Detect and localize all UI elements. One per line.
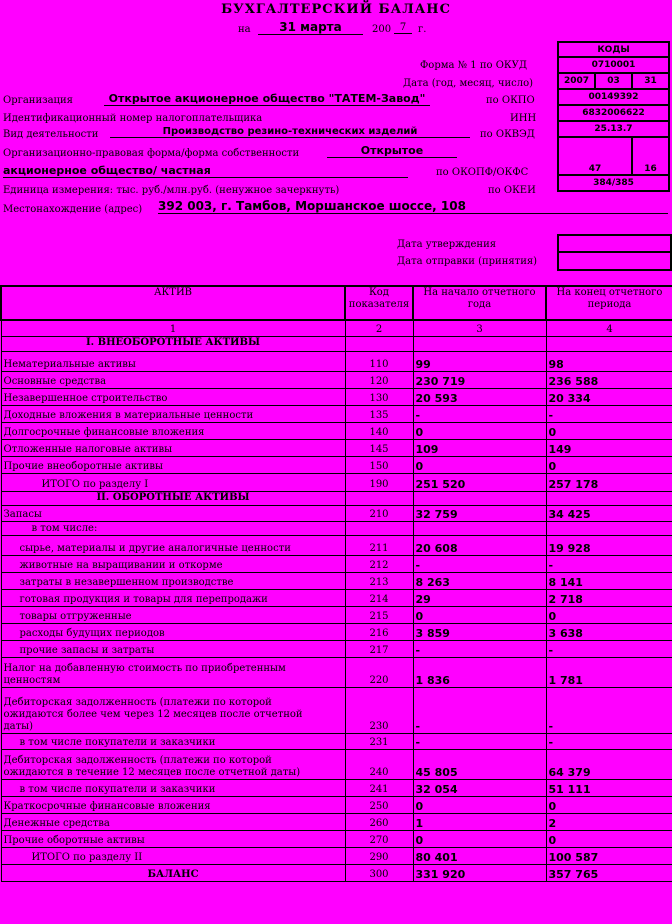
col-num-1: 1 bbox=[1, 320, 345, 336]
activity-label: Вид деятельности bbox=[3, 129, 99, 140]
col-start-header: На начало отчетного года bbox=[413, 286, 546, 320]
row-code: 150 bbox=[345, 456, 413, 473]
zapasy-end: 34 425 bbox=[546, 505, 672, 521]
row-code: 110 bbox=[345, 351, 413, 371]
table-row bbox=[1, 572, 672, 589]
table-row bbox=[1, 555, 672, 572]
form-label: Форма № 1 по ОКУД bbox=[420, 60, 527, 71]
page-title: БУХГАЛТЕРСКИЙ БАЛАНС bbox=[221, 2, 451, 17]
zapasy-start: 32 759 bbox=[413, 505, 546, 521]
balance-end: 357 765 bbox=[546, 864, 672, 881]
table-row bbox=[1, 535, 672, 555]
row-end-value: - bbox=[546, 640, 672, 657]
row-label: затраты в незавершенном производстве bbox=[1, 572, 345, 589]
row-start-value: - bbox=[413, 405, 546, 422]
row-label: Доходные вложения в материальные ценности bbox=[1, 405, 345, 422]
date-month-code: 03 bbox=[595, 73, 632, 89]
row-label: товары отгруженные bbox=[1, 606, 345, 623]
debt-long-incl-label: в том числе покупатели и заказчики bbox=[1, 733, 345, 749]
row-end-value: 0 bbox=[546, 830, 672, 847]
inn-label: Идентификационный номер налогоплательщика bbox=[3, 113, 263, 124]
row-start-value: 109 bbox=[413, 439, 546, 456]
nds-start: 1 836 bbox=[413, 657, 546, 687]
okei-label: по ОКЕИ bbox=[488, 185, 536, 196]
okopf-label: по ОКОПФ/ОКФС bbox=[436, 167, 529, 178]
debt-short-code: 240 bbox=[345, 749, 413, 779]
row-label: Нематериальные активы bbox=[1, 351, 345, 371]
row-label: Краткосрочные финансовые вложения bbox=[1, 796, 345, 813]
codes-table bbox=[557, 41, 670, 192]
row-label: готовая продукция и товары для перепродажи bbox=[1, 589, 345, 606]
row-code: 270 bbox=[345, 830, 413, 847]
date-prefix: на bbox=[238, 24, 251, 35]
debt-short-incl-end: 51 111 bbox=[546, 779, 672, 796]
row-label: животные на выращивании и откорме bbox=[1, 555, 345, 572]
table-row bbox=[1, 422, 672, 439]
col-end-header: На конец отчетного периода bbox=[546, 286, 672, 320]
row-start-value: 20 593 bbox=[413, 388, 546, 405]
unit-label: Единица измерения: тыс. руб./млн.руб. (ненужное зачеркнуть) bbox=[3, 185, 340, 196]
approve-date-label: Дата утверждения bbox=[397, 239, 497, 250]
debt-short-incl-start: 32 054 bbox=[413, 779, 546, 796]
row-end-value: 149 bbox=[546, 439, 672, 456]
row-end-value: 0 bbox=[546, 796, 672, 813]
inn-short-label: ИНН bbox=[510, 113, 537, 124]
inn-code: 6832006622 bbox=[558, 105, 669, 121]
row-start-value: - bbox=[413, 640, 546, 657]
col-code-header: Код показателя bbox=[345, 286, 413, 320]
section-2-header: II. ОБОРОТНЫЕ АКТИВЫ bbox=[1, 491, 345, 505]
total-2-end: 100 587 bbox=[546, 847, 672, 864]
report-date: 31 марта bbox=[258, 20, 363, 35]
row-label: прочие запасы и затраты bbox=[1, 640, 345, 657]
okfs-code: 16 bbox=[632, 137, 669, 175]
okved-code: 25.13.7 bbox=[558, 121, 669, 137]
row-end-value: 0 bbox=[546, 422, 672, 439]
row-end-value: 236 588 bbox=[546, 371, 672, 388]
total-2-label: ИТОГО по разделу II bbox=[1, 847, 345, 864]
debt-long-incl-start: - bbox=[413, 733, 546, 749]
row-start-value: 99 bbox=[413, 351, 546, 371]
row-start-value: 20 608 bbox=[413, 535, 546, 555]
row-code: 130 bbox=[345, 388, 413, 405]
debt-long-incl-code: 231 bbox=[345, 733, 413, 749]
address-label: Местонахождение (адрес) bbox=[3, 204, 143, 215]
send-date-box bbox=[557, 251, 672, 271]
row-code: 214 bbox=[345, 589, 413, 606]
okopf-code: 47 bbox=[558, 137, 632, 175]
table-row bbox=[1, 439, 672, 456]
activity-value: Производство резино-технических изделий bbox=[110, 126, 470, 138]
row-start-value: 0 bbox=[413, 456, 546, 473]
row-start-value: 0 bbox=[413, 422, 546, 439]
row-code: 217 bbox=[345, 640, 413, 657]
year-digit: 7 bbox=[394, 22, 412, 34]
row-start-value: 29 bbox=[413, 589, 546, 606]
col-num-3: 3 bbox=[413, 320, 546, 336]
okpo-label: по ОКПО bbox=[486, 95, 535, 106]
row-label: Незавершенное строительство bbox=[1, 388, 345, 405]
col-num-2: 2 bbox=[345, 320, 413, 336]
row-end-value: 20 334 bbox=[546, 388, 672, 405]
total-1-end: 257 178 bbox=[546, 473, 672, 491]
row-code: 212 bbox=[345, 555, 413, 572]
row-end-value: 98 bbox=[546, 351, 672, 371]
row-label: Долгосрочные финансовые вложения bbox=[1, 422, 345, 439]
nds-end: 1 781 bbox=[546, 657, 672, 687]
row-end-value: 19 928 bbox=[546, 535, 672, 555]
org-label: Организация bbox=[3, 95, 73, 106]
year-prefix: 200 bbox=[372, 24, 392, 35]
table-row bbox=[1, 371, 672, 388]
opf-value-1: Открытое bbox=[327, 144, 457, 158]
balance-table bbox=[0, 285, 672, 882]
total-1-code: 190 bbox=[345, 473, 413, 491]
debt-long-code: 230 bbox=[345, 687, 413, 733]
okei-code: 384/385 bbox=[558, 175, 669, 191]
row-end-value: - bbox=[546, 555, 672, 572]
debt-short-incl-code: 241 bbox=[345, 779, 413, 796]
row-code: 140 bbox=[345, 422, 413, 439]
row-end-value: 2 bbox=[546, 813, 672, 830]
row-end-value: 2 718 bbox=[546, 589, 672, 606]
row-end-value: 0 bbox=[546, 456, 672, 473]
row-end-value: 3 638 bbox=[546, 623, 672, 640]
row-start-value: 8 263 bbox=[413, 572, 546, 589]
nds-code: 220 bbox=[345, 657, 413, 687]
total-2-code: 290 bbox=[345, 847, 413, 864]
table-row bbox=[1, 589, 672, 606]
year-suffix: г. bbox=[418, 24, 427, 35]
row-label: сырье, материалы и другие аналогичные ценности bbox=[1, 535, 345, 555]
row-end-value: 8 141 bbox=[546, 572, 672, 589]
address-value: 392 003, г. Тамбов, Моршанское шоссе, 108 bbox=[158, 199, 668, 214]
row-code: 260 bbox=[345, 813, 413, 830]
debt-short-label: Дебиторская задолженность (платежи по которой ожидаются в течение 12 месяцев после отчетной даты) bbox=[1, 749, 345, 779]
table-row bbox=[1, 813, 672, 830]
row-code: 135 bbox=[345, 405, 413, 422]
send-date-label: Дата отправки (принятия) bbox=[397, 256, 538, 267]
nds-label: Налог на добавленную стоимость по приобретенным ценностям bbox=[1, 657, 345, 687]
row-code: 120 bbox=[345, 371, 413, 388]
row-label: Прочие внеоборотные активы bbox=[1, 456, 345, 473]
date-day-code: 31 bbox=[632, 73, 669, 89]
debt-long-start: - bbox=[413, 687, 546, 733]
table-row bbox=[1, 456, 672, 473]
row-label: Денежные средства bbox=[1, 813, 345, 830]
row-start-value: 0 bbox=[413, 830, 546, 847]
row-start-value: - bbox=[413, 555, 546, 572]
section-1-rows bbox=[1, 351, 672, 473]
row-label: Основные средства bbox=[1, 371, 345, 388]
opf-label: Организационно-правовая форма/форма собственности bbox=[3, 148, 300, 159]
okpo-code: 00149392 bbox=[558, 89, 669, 105]
debt-short-end: 64 379 bbox=[546, 749, 672, 779]
table-row bbox=[1, 640, 672, 657]
row-start-value: 1 bbox=[413, 813, 546, 830]
table-row bbox=[1, 388, 672, 405]
debt-long-incl-end: - bbox=[546, 733, 672, 749]
row-label: Отложенные налоговые активы bbox=[1, 439, 345, 456]
balance-label: БАЛАНС bbox=[1, 864, 345, 881]
row-end-value: - bbox=[546, 405, 672, 422]
section-2-other-rows bbox=[1, 796, 672, 847]
row-start-value: 3 859 bbox=[413, 623, 546, 640]
col-asset-header: АКТИВ bbox=[1, 286, 345, 320]
row-label: расходы будущих периодов bbox=[1, 623, 345, 640]
row-code: 211 bbox=[345, 535, 413, 555]
table-row bbox=[1, 796, 672, 813]
table-row bbox=[1, 623, 672, 640]
row-code: 216 bbox=[345, 623, 413, 640]
row-start-value: 0 bbox=[413, 796, 546, 813]
total-1-start: 251 520 bbox=[413, 473, 546, 491]
row-code: 250 bbox=[345, 796, 413, 813]
table-row bbox=[1, 405, 672, 422]
section-1-header: I. ВНЕОБОРОТНЫЕ АКТИВЫ bbox=[1, 336, 345, 351]
total-1-label: ИТОГО по разделу I bbox=[1, 473, 345, 491]
section-2-rows bbox=[1, 535, 672, 657]
okud-code: 0710001 bbox=[558, 57, 669, 73]
debt-short-start: 45 805 bbox=[413, 749, 546, 779]
row-end-value: 0 bbox=[546, 606, 672, 623]
debt-long-label: Дебиторская задолженность (платежи по которой ожидаются более чем через 12 месяцев после отчетной даты) bbox=[1, 687, 345, 733]
zapasy-code: 210 bbox=[345, 505, 413, 521]
date-year-code: 2007 bbox=[558, 73, 595, 89]
zapasy-label: Запасы bbox=[1, 505, 345, 521]
okved-label: по ОКВЭД bbox=[480, 129, 535, 140]
row-code: 145 bbox=[345, 439, 413, 456]
row-code: 215 bbox=[345, 606, 413, 623]
opf-value-2: акционерное общество/ частная bbox=[3, 164, 408, 178]
balance-start: 331 920 bbox=[413, 864, 546, 881]
balance-code: 300 bbox=[345, 864, 413, 881]
row-code: 213 bbox=[345, 572, 413, 589]
total-2-start: 80 401 bbox=[413, 847, 546, 864]
incl-label: в том числе: bbox=[1, 521, 345, 535]
table-row bbox=[1, 830, 672, 847]
table-row bbox=[1, 606, 672, 623]
debt-long-end: - bbox=[546, 687, 672, 733]
org-value: Открытое акционерное общество "ТАТЕМ-Завод" bbox=[104, 92, 430, 106]
debt-short-incl-label: в том числе покупатели и заказчики bbox=[1, 779, 345, 796]
col-num-4: 4 bbox=[546, 320, 672, 336]
table-row bbox=[1, 351, 672, 371]
codes-title: КОДЫ bbox=[558, 42, 669, 57]
row-start-value: 230 719 bbox=[413, 371, 546, 388]
row-start-value: 0 bbox=[413, 606, 546, 623]
date-label: Дата (год, месяц, число) bbox=[403, 78, 533, 89]
row-label: Прочие оборотные активы bbox=[1, 830, 345, 847]
